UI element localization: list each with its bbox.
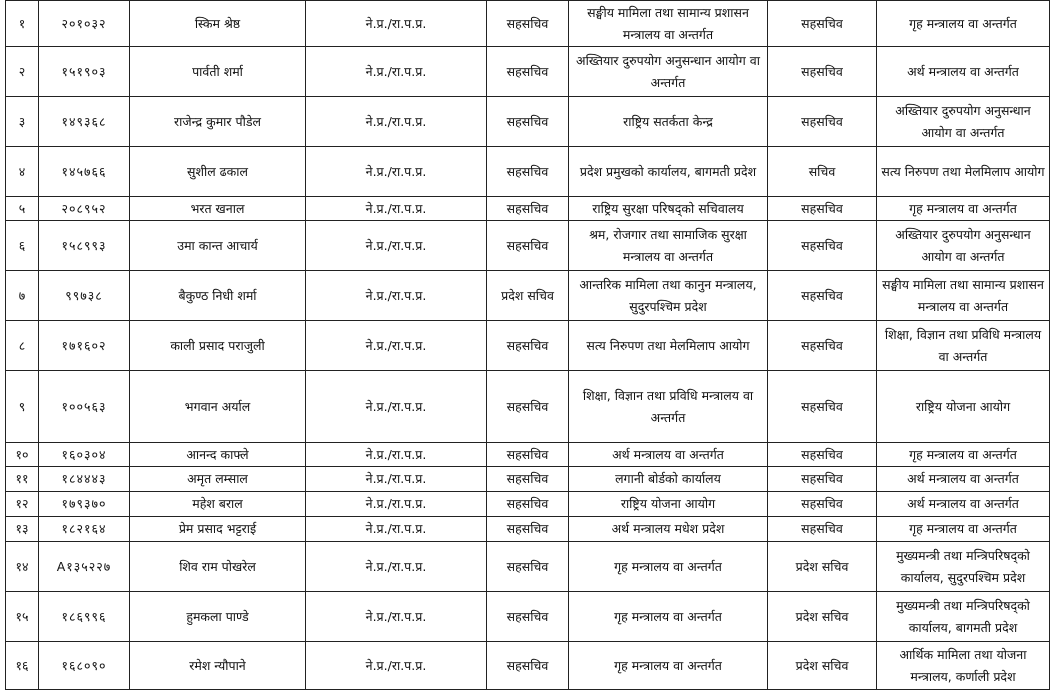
service-group-cell-text: ने.प्र./रा.प.प्र. [365,113,427,129]
new-position-cell [768,371,877,443]
new-position-cell [768,197,877,221]
new-office-cell-text: गृह मन्त्रालय वा अन्तर्गत [909,446,1017,462]
current-position-cell-text: सहसचिव [506,657,549,673]
serial-number-cell [6,517,39,542]
employee-id-cell-text: १७९३७० [61,496,107,511]
serial-number-cell-text: ४ [18,163,26,179]
employee-id-cell [39,517,130,542]
current-position-cell-text: सहसचिव [506,521,549,536]
current-position-cell [487,47,569,97]
current-office-cell-text: सत्य निरुपण तथा मेलमिलाप आयोग [586,337,750,353]
employee-name-cell [130,517,306,542]
new-position-cell-text: सहसचिव [801,200,843,216]
employee-name-cell-text: सुशील ढकाल [187,163,248,179]
employee-id-cell-text: १५८९९३ [61,237,107,253]
new-office-cell-text: सत्य निरुपण तथा मेलमिलाप आयोग [881,163,1045,179]
service-group-cell [306,443,487,467]
employee-name-cell-text: राजेन्द्र कुमार पौडेल [174,113,261,129]
serial-number-cell-text: १५ [15,608,29,624]
employee-name-cell-text: पार्वती शर्मा [192,63,243,79]
current-position-cell [487,467,569,492]
current-position-cell-text: सहसचिव [506,200,549,216]
current-position-cell [487,1,569,47]
current-office-cell-text: राष्ट्रिय सुरक्षा परिषद्को सचिवालय [592,200,744,216]
service-group-cell-text: ने.प्र./रा.प.प्र. [365,287,427,303]
new-office-cell [877,47,1050,97]
current-position-cell-text: सहसचिव [506,15,549,31]
table-row [6,642,1050,690]
employee-id-cell-text: १७१६०२ [61,337,107,353]
serial-number-cell-text: ८ [18,337,26,353]
new-position-cell-text: सहसचिव [801,521,843,536]
new-office-cell [877,467,1050,492]
new-position-cell [768,642,877,690]
current-position-cell-text: प्रदेश सचिव [501,287,554,303]
current-office-cell [569,517,768,542]
employee-name-cell-text: प्रेम प्रसाद भट्टराई [178,521,257,536]
service-group-cell [306,371,487,443]
employee-id-cell-text: १६८०९० [61,657,107,673]
new-position-cell [768,271,877,321]
employee-id-cell-text: १४५७६६ [61,163,107,179]
current-position-cell-text: सहसचिव [506,63,549,79]
table-row [6,592,1050,642]
current-position-cell [487,542,569,592]
serial-number-cell [6,542,39,592]
serial-number-cell-text: ५ [18,200,26,216]
current-position-cell [487,642,569,690]
employee-name-cell-text: रमेश न्यौपाने [189,657,246,673]
employee-id-cell-text: १८६९९६ [61,608,107,624]
service-group-cell [306,592,487,642]
employee-id-cell [39,492,130,517]
current-position-cell [487,492,569,517]
employee-name-cell [130,467,306,492]
serial-number-cell-text: १६ [15,657,29,673]
new-office-cell [877,371,1050,443]
new-position-cell-text: सहसचिव [801,287,843,303]
new-position-cell-text: प्रदेश सचिव [795,657,849,673]
new-position-cell-text: सहसचिव [801,471,843,486]
service-group-cell [306,221,487,271]
table-row [6,467,1050,492]
current-position-cell-text: सहसचिव [506,446,549,462]
current-office-cell [569,642,768,690]
current-office-cell-text: श्रम, रोजगार तथा सामाजिक सुरक्षा मन्त्रालय वा अन्तर्गत [589,226,747,264]
employee-name-cell [130,1,306,47]
current-office-cell [569,271,768,321]
serial-number-cell-text: ७ [18,287,26,303]
new-position-cell [768,1,877,47]
service-group-cell-text: ने.प्र./रा.प.प्र. [365,337,427,353]
table-row [6,47,1050,97]
service-group-cell [306,321,487,371]
new-position-cell-text: सहसचिव [801,237,843,253]
current-position-cell-text: सहसचिव [506,237,549,253]
serial-number-cell-text: ६ [18,237,26,253]
current-position-cell [487,97,569,147]
employee-name-cell [130,542,306,592]
current-office-cell [569,47,768,97]
current-office-cell [569,467,768,492]
new-office-cell [877,1,1050,47]
employee-id-cell-text: १८२१६४ [61,521,107,536]
new-position-cell-text: प्रदेश सचिव [795,608,849,624]
employee-name-cell-text: काली प्रसाद पराजुली [170,337,265,353]
current-office-cell-text: राष्ट्रिय योजना आयोग [620,496,716,511]
employee-id-cell [39,1,130,47]
employee-name-cell [130,271,306,321]
employee-id-cell-text: १४९३६८ [61,113,107,129]
employee-name-cell [130,197,306,221]
current-position-cell [487,321,569,371]
table-row [6,97,1050,147]
employee-name-cell [130,492,306,517]
serial-number-cell [6,271,39,321]
service-group-cell-text: ने.प्र./रा.प.प्र. [365,15,427,31]
employee-name-cell [130,642,306,690]
new-position-cell [768,97,877,147]
employee-id-cell-text: १६०३०४ [61,446,107,462]
employee-id-cell [39,221,130,271]
table-row [6,371,1050,443]
serial-number-cell [6,467,39,492]
new-office-cell [877,443,1050,467]
new-office-cell-text: राष्ट्रिय योजना आयोग [915,398,1011,414]
service-group-cell [306,642,487,690]
current-office-cell [569,97,768,147]
current-position-cell-text: सहसचिव [506,398,549,414]
employee-id-cell [39,371,130,443]
service-group-cell [306,147,487,197]
service-group-cell-text: ने.प्र./रा.प.प्र. [365,657,427,673]
new-position-cell [768,492,877,517]
current-position-cell [487,271,569,321]
current-position-cell [487,443,569,467]
current-office-cell-text: शिक्षा, विज्ञान तथा प्रविधि मन्त्रालय वा अन्तर्गत [582,387,754,425]
employee-id-cell-text: ९९७३८ [65,287,103,303]
new-office-cell [877,492,1050,517]
new-position-cell-text: प्रदेश सचिव [795,558,849,574]
service-group-cell-text: ने.प्र./रा.प.प्र. [365,471,427,486]
service-group-cell-text: ने.प्र./रा.प.प्र. [365,521,427,536]
current-position-cell [487,517,569,542]
new-office-cell [877,221,1050,271]
new-office-cell [877,592,1050,642]
current-office-cell-text: सङ्घीय मामिला तथा सामान्य प्रशासन मन्त्रालय वा अन्तर्गत [587,4,749,42]
employee-name-cell [130,371,306,443]
employee-id-cell [39,542,130,592]
current-office-cell-text: अर्थ मन्त्रालय मधेश प्रदेश [611,521,725,536]
service-group-cell [306,492,487,517]
current-office-cell [569,321,768,371]
new-position-cell [768,47,877,97]
serial-number-cell-text: ३ [18,113,26,129]
new-position-cell-text: सहसचिव [801,113,843,129]
current-office-cell [569,371,768,443]
new-position-cell [768,443,877,467]
serial-number-cell [6,147,39,197]
table-row [6,1,1050,47]
employee-name-cell-text: भगवान अर्याल [184,398,251,414]
new-office-cell-text: गृह मन्त्रालय वा अन्तर्गत [909,200,1017,216]
new-position-cell-text: सचिव [808,163,836,179]
new-position-cell-text: सहसचिव [801,337,843,353]
employee-id-cell [39,271,130,321]
current-position-cell-text: सहसचिव [506,471,549,486]
employee-id-cell-text: १८४४४३ [61,471,107,486]
employee-name-cell [130,97,306,147]
serial-number-cell [6,97,39,147]
new-position-cell [768,467,877,492]
new-position-cell [768,542,877,592]
current-office-cell-text: अर्थ मन्त्रालय वा अन्तर्गत [612,446,724,462]
new-office-cell [877,197,1050,221]
new-office-cell-text: अर्थ मन्त्रालय वा अन्तर्गत [907,63,1019,79]
employee-id-cell [39,443,130,467]
new-office-cell-text: मुख्यमन्त्री तथा मन्त्रिपरिषद्को कार्यालय, सुदुरपश्चिम प्रदेश [896,547,1030,585]
service-group-cell [306,271,487,321]
employee-name-cell [130,592,306,642]
current-position-cell [487,592,569,642]
table-row [6,197,1050,221]
current-office-cell-text: आन्तरिक मामिला तथा कानुन मन्त्रालय, सुदुरपश्चिम प्रदेश [579,276,757,314]
employee-id-cell-text: १००५६३ [61,398,107,414]
employee-id-cell-text: १५१९०३ [61,63,107,79]
new-office-cell [877,147,1050,197]
current-position-cell-text: सहसचिव [506,113,549,129]
employee-name-cell-text: शिव राम पोखरेल [179,558,256,574]
new-position-cell [768,321,877,371]
serial-number-cell-text: १४ [15,558,29,574]
current-position-cell [487,147,569,197]
serial-number-cell [6,321,39,371]
serial-number-cell [6,197,39,221]
serial-number-cell [6,592,39,642]
table-row [6,147,1050,197]
service-group-cell-text: ने.प्र./रा.प.प्र. [365,63,427,79]
new-office-cell-text: अख्तियार दुरुपयोग अनुसन्धान आयोग वा अन्तर्गत [895,226,1031,264]
serial-number-cell-text: ९ [18,398,26,414]
new-position-cell [768,147,877,197]
serial-number-cell [6,47,39,97]
serial-number-cell [6,221,39,271]
serial-number-cell-text: १२ [15,496,29,511]
new-office-cell-text: सङ्घीय मामिला तथा सामान्य प्रशासन मन्त्रालय वा अन्तर्गत [882,276,1044,314]
employee-name-cell-text: बैकुण्ठ निधी शर्मा [178,287,257,303]
current-office-cell-text: गृह मन्त्रालय वा अन्तर्गत [614,608,722,624]
serial-number-cell-text: १३ [15,521,29,536]
current-office-cell-text: राष्ट्रिय सतर्कता केन्द्र [623,113,713,129]
new-position-cell-text: सहसचिव [801,398,843,414]
service-group-cell-text: ने.प्र./रा.प.प्र. [365,446,427,462]
new-office-cell-text: आर्थिक मामिला तथा योजना मन्त्रालय, कर्णाली प्रदेश [899,646,1027,684]
employee-id-cell [39,642,130,690]
current-office-cell [569,147,768,197]
employee-name-cell [130,443,306,467]
employee-id-cell [39,197,130,221]
employee-id-cell-text: २०८९५२ [61,200,107,216]
employee-name-cell-text: महेश बराल [192,496,243,511]
new-office-cell-text: मुख्यमन्त्री तथा मन्त्रिपरिषद्को कार्यालय, बागमती प्रदेश [896,597,1030,635]
current-office-cell-text: प्रदेश प्रमुखको कार्यालय, बागमती प्रदेश [579,163,757,179]
new-office-cell-text: गृह मन्त्रालय वा अन्तर्गत [909,521,1017,536]
employee-name-cell [130,47,306,97]
table-row [6,443,1050,467]
new-office-cell-text: अर्थ मन्त्रालय वा अन्तर्गत [907,496,1019,511]
service-group-cell-text: ने.प्र./रा.प.प्र. [365,200,427,216]
new-office-cell-text: शिक्षा, विज्ञान तथा प्रविधि मन्त्रालय वा अन्तर्गत [884,326,1042,364]
current-office-cell [569,443,768,467]
employee-name-cell-text: हुमकला पाण्डे [186,608,249,624]
current-position-cell-text: सहसचिव [506,337,549,353]
current-position-cell [487,221,569,271]
employee-id-cell-text: A१३५२२७ [56,558,112,574]
employee-name-cell-text: अमृत लम्साल [187,471,248,486]
serial-number-cell-text: १० [15,446,29,462]
current-office-cell-text: गृह मन्त्रालय वा अन्तर्गत [614,657,722,673]
current-position-cell-text: सहसचिव [506,558,549,574]
new-office-cell [877,97,1050,147]
employee-name-cell-text: भरत खनाल [190,200,245,216]
current-office-cell [569,197,768,221]
current-office-cell [569,492,768,517]
employee-id-cell [39,592,130,642]
serial-number-cell [6,1,39,47]
serial-number-cell-text: ११ [15,471,29,486]
serial-number-cell-text: २ [18,63,26,79]
service-group-cell-text: ने.प्र./रा.प.प्र. [365,163,427,179]
service-group-cell [306,97,487,147]
current-office-cell [569,221,768,271]
new-office-cell-text: गृह मन्त्रालय वा अन्तर्गत [909,15,1017,31]
new-position-cell-text: सहसचिव [801,63,843,79]
employee-name-cell-text: उमा कान्त आचार्य [177,237,258,253]
current-office-cell [569,592,768,642]
service-group-cell [306,517,487,542]
current-position-cell [487,197,569,221]
table-row [6,221,1050,271]
new-position-cell-text: सहसचिव [801,496,843,511]
serial-number-cell [6,371,39,443]
employee-id-cell [39,47,130,97]
serial-number-cell-text: १ [18,15,26,31]
current-office-cell-text: गृह मन्त्रालय वा अन्तर्गत [614,558,722,574]
employee-name-cell [130,147,306,197]
current-office-cell [569,1,768,47]
table-row [6,517,1050,542]
serial-number-cell [6,642,39,690]
service-group-cell-text: ने.प्र./रा.प.प्र. [365,608,427,624]
new-position-cell [768,221,877,271]
new-office-cell [877,517,1050,542]
current-office-cell [569,542,768,592]
employee-id-cell-text: २०१०३२ [61,15,107,31]
new-position-cell-text: सहसचिव [801,446,843,462]
new-position-cell [768,517,877,542]
transfer-table [5,0,1050,690]
service-group-cell [306,1,487,47]
service-group-cell-text: ने.प्र./रा.प.प्र. [365,237,427,253]
new-position-cell [768,592,877,642]
serial-number-cell [6,443,39,467]
current-position-cell [487,371,569,443]
service-group-cell-text: ने.प्र./रा.प.प्र. [365,496,427,511]
new-position-cell-text: सहसचिव [801,15,843,31]
new-office-cell [877,542,1050,592]
employee-name-cell [130,321,306,371]
employee-id-cell [39,97,130,147]
current-office-cell-text: अख्तियार दुरुपयोग अनुसन्धान आयोग वा अन्तर्गत [576,52,760,90]
service-group-cell [306,467,487,492]
new-office-cell-text: अर्थ मन्त्रालय वा अन्तर्गत [907,471,1019,486]
service-group-cell-text: ने.प्र./रा.प.प्र. [365,398,427,414]
employee-id-cell [39,321,130,371]
employee-name-cell-text: स्किम श्रेष्ठ [194,15,241,31]
table-row [6,492,1050,517]
current-position-cell-text: सहसचिव [506,608,549,624]
new-office-cell-text: अख्तियार दुरुपयोग अनुसन्धान आयोग वा अन्तर्गत [895,102,1031,140]
employee-name-cell-text: आनन्द काफ्ले [186,446,249,462]
table-row [6,271,1050,321]
current-office-cell-text: लगानी बोर्डको कार्यालय [615,471,721,486]
current-position-cell-text: सहसचिव [506,163,549,179]
serial-number-cell [6,492,39,517]
new-office-cell [877,271,1050,321]
service-group-cell-text: ने.प्र./रा.प.प्र. [365,558,427,574]
service-group-cell [306,197,487,221]
service-group-cell [306,542,487,592]
employee-id-cell [39,147,130,197]
employee-name-cell [130,221,306,271]
table-row [6,321,1050,371]
new-office-cell [877,321,1050,371]
table-row [6,542,1050,592]
current-position-cell-text: सहसचिव [506,496,549,511]
new-office-cell [877,642,1050,690]
employee-id-cell [39,467,130,492]
service-group-cell [306,47,487,97]
